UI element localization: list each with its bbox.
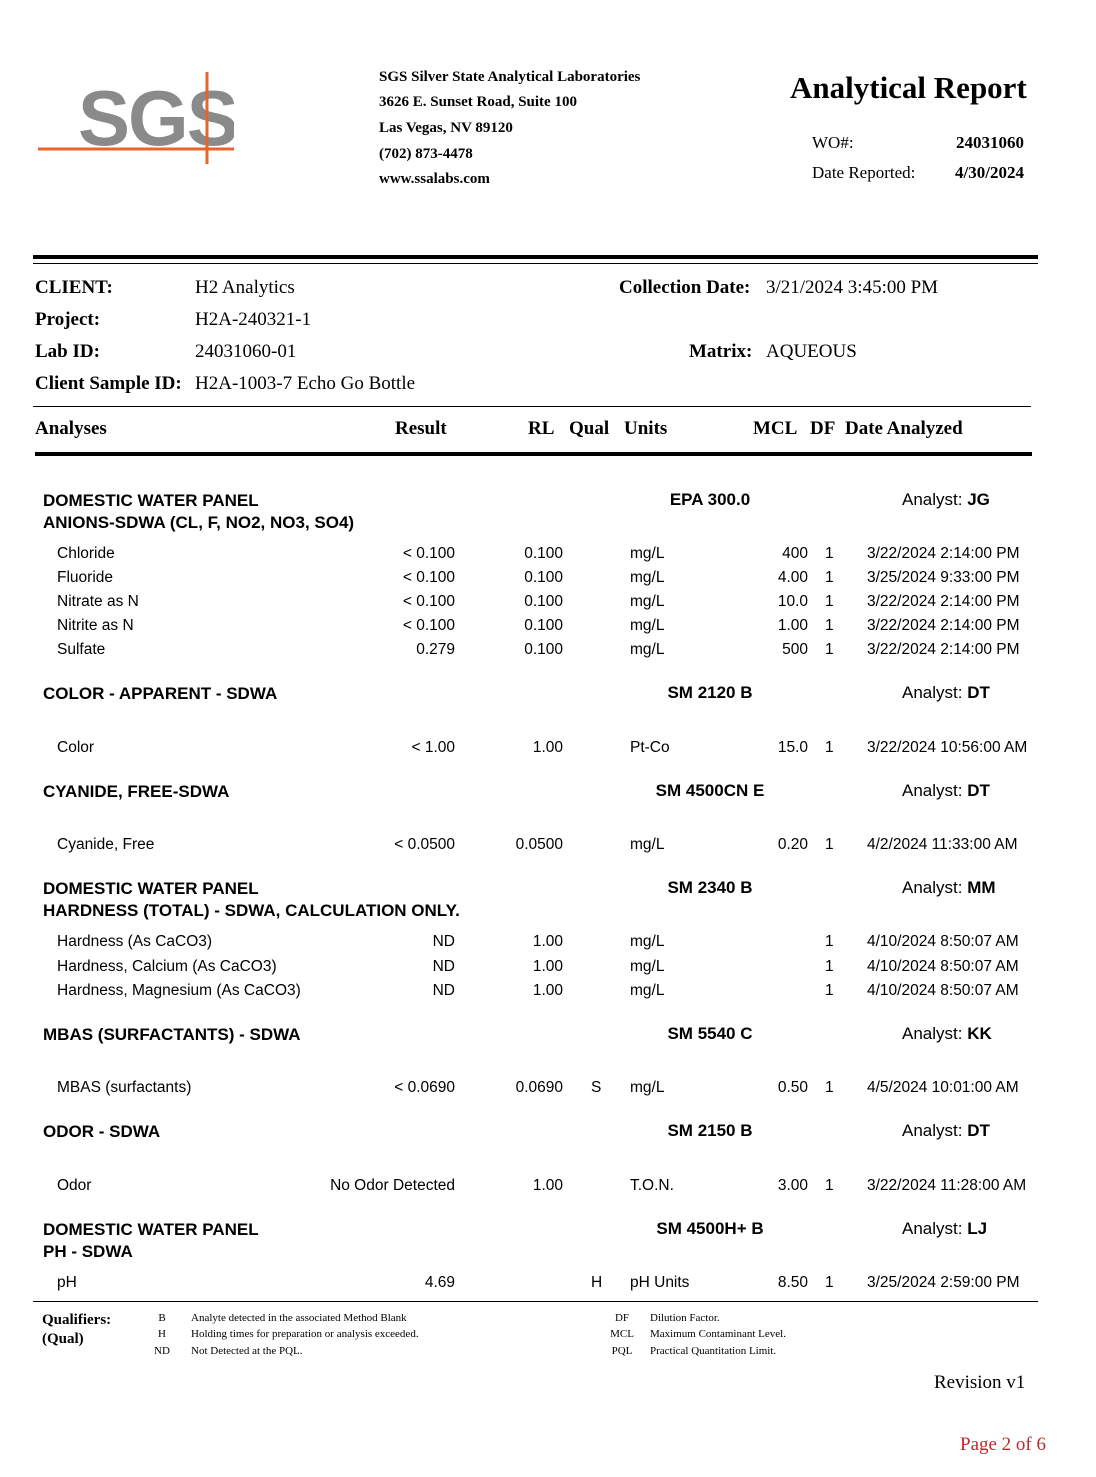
df-value: 1	[825, 739, 834, 756]
qualifier-code: DF	[614, 1312, 630, 1324]
matrix-label: Matrix:	[689, 341, 753, 362]
df-value: 1	[825, 836, 834, 853]
analyst-label: Analyst:	[902, 878, 963, 897]
analyte-name: Odor	[57, 1177, 92, 1194]
df-value: 1	[825, 958, 834, 975]
analyte-name: Fluoride	[57, 569, 113, 586]
qualifier-desc: Practical Quantitation Limit.	[650, 1345, 777, 1357]
qualifier-desc: Analyte detected in the associated Method Blank	[191, 1312, 407, 1324]
report-title: Analytical Report	[790, 70, 1027, 105]
col-header-mcl: MCL	[753, 418, 798, 439]
qualifier-desc: Maximum Contaminant Level.	[650, 1328, 786, 1340]
date-analyzed-value: 3/22/2024 2:14:00 PM	[867, 545, 1020, 562]
rl-value: 0.0690	[515, 1079, 563, 1096]
analyte-name: Nitrate as N	[57, 593, 139, 610]
analyst-initials: MM	[967, 878, 996, 897]
result-value: ND	[432, 958, 455, 975]
header-rule-thick	[33, 255, 1038, 259]
project-label: Project:	[35, 309, 101, 330]
table-row	[0, 569, 1096, 593]
wo-label: WO#:	[812, 133, 854, 152]
rl-value: 0.100	[524, 641, 563, 658]
result-value: No Odor Detected	[330, 1177, 455, 1194]
rl-value: 0.0500	[515, 836, 563, 853]
analyte-name: Hardness, Calcium (As CaCO3)	[57, 958, 277, 975]
project-value: H2A-240321-1	[195, 309, 312, 330]
table-row	[0, 1079, 1096, 1103]
mcl-value: 15.0	[777, 739, 808, 756]
section-title-line1: COLOR - APPARENT - SDWA	[43, 684, 278, 703]
analyst-initials: LJ	[967, 1219, 988, 1238]
section-title-line2: HARDNESS (TOTAL) - SDWA, CALCULATION ONLY.	[43, 901, 460, 920]
section-method: SM 5540 C	[667, 1024, 753, 1043]
mcl-value: 400	[782, 545, 808, 562]
mcl-value: 3.00	[777, 1177, 808, 1194]
result-value: < 0.0690	[394, 1079, 455, 1096]
units-value: mg/L	[630, 617, 665, 634]
section-method: SM 2150 B	[667, 1121, 753, 1140]
rl-value: 1.00	[532, 958, 563, 975]
section-title-line1: MBAS (SURFACTANTS) - SDWA	[43, 1025, 301, 1044]
client-sample-id-value: H2A-1003-7 Echo Go Bottle	[195, 373, 416, 394]
units-value: mg/L	[630, 545, 665, 562]
table-row	[0, 593, 1096, 617]
rl-value: 1.00	[532, 933, 563, 950]
analyte-name: Chloride	[57, 545, 115, 562]
mcl-value: 8.50	[777, 1274, 808, 1291]
df-value: 1	[825, 933, 834, 950]
analyst-label: Analyst:	[902, 781, 963, 800]
units-value: mg/L	[630, 982, 665, 999]
page-number: Page 2 of 6	[960, 1434, 1047, 1455]
date-analyzed-value: 4/2/2024 11:33:00 AM	[867, 836, 1018, 853]
units-value: mg/L	[630, 641, 665, 658]
rl-value: 0.100	[524, 593, 563, 610]
section-analyst	[902, 1121, 990, 1141]
revision-label: Revision v1	[934, 1372, 1026, 1393]
date-analyzed-value: 4/10/2024 8:50:07 AM	[867, 958, 1019, 975]
section-analyst	[902, 878, 996, 898]
logo-text: SGS	[78, 74, 234, 162]
section-title-line2: ANIONS-SDWA (CL, F, NO2, NO3, SO4)	[43, 513, 355, 532]
analyte-name: Cyanide, Free	[57, 836, 155, 853]
qualifier-code: B	[158, 1312, 166, 1324]
table-row	[0, 617, 1096, 641]
result-value: < 0.100	[402, 545, 455, 562]
date-reported-value: 4/30/2024	[955, 163, 1024, 182]
analyst-label: Analyst:	[902, 1219, 963, 1238]
result-value: ND	[432, 982, 455, 999]
rl-value: 1.00	[532, 1177, 563, 1194]
analyst-initials: KK	[967, 1024, 992, 1043]
units-value: mg/L	[630, 836, 665, 853]
col-header-date-analyzed: Date Analyzed	[845, 418, 963, 439]
table-row	[0, 933, 1096, 957]
qual-value: H	[591, 1274, 603, 1291]
col-header-df: DF	[810, 418, 836, 439]
df-value: 1	[825, 1177, 834, 1194]
analyst-initials: JG	[967, 490, 990, 509]
mcl-value: 500	[782, 641, 808, 658]
section-method: SM 4500CN E	[655, 781, 765, 800]
units-value: mg/L	[630, 593, 665, 610]
lab-phone: (702) 873-4478	[379, 146, 473, 162]
analyte-name: pH	[57, 1274, 77, 1291]
result-value: < 0.100	[402, 593, 455, 610]
section-analyst	[902, 490, 990, 510]
analyte-name: Sulfate	[57, 641, 106, 658]
table-row	[0, 982, 1096, 1006]
analyte-name: Nitrite as N	[57, 617, 134, 634]
analyte-name: Hardness, Magnesium (As CaCO3)	[57, 982, 301, 999]
section-title-line1: CYANIDE, FREE-SDWA	[43, 782, 230, 801]
lab-address2: Las Vegas, NV 89120	[379, 120, 513, 136]
analyst-initials: DT	[967, 1121, 990, 1140]
table-row	[0, 641, 1096, 665]
section-analyst	[902, 1024, 992, 1044]
mcl-value: 0.20	[777, 836, 808, 853]
col-header-analyses: Analyses	[35, 418, 107, 439]
rl-value: 1.00	[532, 739, 563, 756]
analyte-name: Color	[57, 739, 95, 756]
df-value: 1	[825, 617, 834, 634]
labid-value: 24031060-01	[195, 341, 297, 362]
qual-value: S	[591, 1079, 602, 1096]
section-title	[43, 1121, 160, 1143]
result-value: < 0.0500	[394, 836, 455, 853]
analyst-label: Analyst:	[902, 490, 963, 509]
df-value: 1	[825, 641, 834, 658]
qualifier-desc: Holding times for preparation or analysis exceeded.	[191, 1328, 419, 1340]
client-value: H2 Analytics	[195, 277, 295, 298]
section-method: EPA 300.0	[669, 490, 751, 509]
qualifier-code: H	[158, 1328, 166, 1340]
client-sample-id-label: Client Sample ID:	[35, 373, 182, 394]
rl-value: 0.100	[524, 617, 563, 634]
qualifier-code: ND	[154, 1345, 170, 1357]
footer-rule	[33, 1301, 1038, 1302]
analyte-name: MBAS (surfactants)	[57, 1079, 192, 1096]
analyst-initials: DT	[967, 683, 990, 702]
units-value: mg/L	[630, 1079, 665, 1096]
result-value: < 0.100	[402, 617, 455, 634]
analyst-label: Analyst:	[902, 1121, 963, 1140]
column-header-rule	[35, 452, 1032, 456]
col-header-rl: RL	[528, 418, 555, 439]
section-title-line1: DOMESTIC WATER PANEL	[43, 1220, 259, 1239]
section-title	[43, 1219, 259, 1263]
qualifier-code: PQL	[611, 1345, 633, 1357]
units-value: pH Units	[630, 1274, 690, 1291]
header-rule-thin	[33, 263, 1038, 264]
section-title	[43, 781, 229, 803]
mcl-value: 10.0	[777, 593, 808, 610]
section-method: SM 4500H+ B	[656, 1219, 764, 1238]
result-value: ND	[432, 933, 455, 950]
date-analyzed-value: 3/22/2024 2:14:00 PM	[867, 593, 1020, 610]
section-analyst	[902, 683, 990, 703]
qualifier-desc: Dilution Factor.	[650, 1312, 720, 1324]
date-analyzed-value: 3/22/2024 11:28:00 AM	[867, 1177, 1027, 1194]
df-value: 1	[825, 569, 834, 586]
col-header-result: Result	[395, 418, 447, 439]
section-title-line2: PH - SDWA	[43, 1242, 133, 1261]
mcl-value: 0.50	[777, 1079, 808, 1096]
lab-name: SGS Silver State Analytical Laboratories	[379, 69, 641, 85]
section-title	[43, 683, 277, 705]
section-analyst	[902, 781, 990, 801]
section-method: SM 2120 B	[667, 683, 753, 702]
lab-address1: 3626 E. Sunset Road, Suite 100	[379, 94, 577, 110]
date-reported-label: Date Reported:	[812, 163, 916, 182]
labid-label: Lab ID:	[35, 341, 100, 362]
units-value: mg/L	[630, 933, 665, 950]
collection-date-label: Collection Date:	[619, 277, 751, 298]
section-title	[43, 878, 460, 922]
client-block-rule	[33, 406, 1031, 407]
result-value: < 0.100	[402, 569, 455, 586]
result-value: < 1.00	[411, 739, 455, 756]
date-analyzed-value: 3/22/2024 2:14:00 PM	[867, 641, 1020, 658]
section-title-line1: ODOR - SDWA	[43, 1122, 161, 1141]
section-title-line1: DOMESTIC WATER PANEL	[43, 879, 259, 898]
table-row	[0, 1177, 1096, 1201]
qualifier-code: MCL	[610, 1328, 634, 1340]
units-value: mg/L	[630, 569, 665, 586]
table-row	[0, 739, 1096, 763]
table-row	[0, 958, 1096, 982]
section-title	[43, 490, 354, 534]
collection-date-value: 3/21/2024 3:45:00 PM	[766, 277, 939, 298]
df-value: 1	[825, 545, 834, 562]
date-analyzed-value: 3/22/2024 2:14:00 PM	[867, 617, 1020, 634]
col-header-qual: Qual	[569, 418, 610, 439]
units-value: mg/L	[630, 958, 665, 975]
wo-value: 24031060	[956, 133, 1024, 152]
matrix-value: AQUEOUS	[766, 341, 857, 362]
analyst-label: Analyst:	[902, 683, 963, 702]
client-label: CLIENT:	[35, 277, 113, 298]
mcl-value: 1.00	[777, 617, 808, 634]
df-value: 1	[825, 1274, 834, 1291]
df-value: 1	[825, 982, 834, 999]
analyst-label: Analyst:	[902, 1024, 963, 1043]
date-analyzed-value: 3/22/2024 10:56:00 AM	[867, 739, 1028, 756]
qualifiers-label: Qualifiers:	[42, 1312, 112, 1328]
date-analyzed-value: 3/25/2024 2:59:00 PM	[867, 1274, 1020, 1291]
section-title-line1: DOMESTIC WATER PANEL	[43, 491, 259, 510]
section-analyst	[902, 1219, 987, 1239]
section-method: SM 2340 B	[667, 878, 753, 897]
analyte-name: Hardness (As CaCO3)	[57, 933, 213, 950]
table-row	[0, 1274, 1096, 1298]
col-header-units: Units	[624, 418, 668, 439]
units-value: Pt-Co	[630, 739, 670, 756]
date-analyzed-value: 4/10/2024 8:50:07 AM	[867, 933, 1019, 950]
table-row	[0, 545, 1096, 569]
df-value: 1	[825, 1079, 834, 1096]
mcl-value: 4.00	[777, 569, 808, 586]
result-value: 4.69	[424, 1274, 455, 1291]
rl-value: 0.100	[524, 569, 563, 586]
table-row	[0, 836, 1096, 860]
units-value: T.O.N.	[630, 1177, 674, 1194]
date-analyzed-value: 4/10/2024 8:50:07 AM	[867, 982, 1019, 999]
section-title	[43, 1024, 301, 1046]
rl-value: 1.00	[532, 982, 563, 999]
date-analyzed-value: 3/25/2024 9:33:00 PM	[867, 569, 1020, 586]
rl-value: 0.100	[524, 545, 563, 562]
qualifier-desc: Not Detected at the PQL.	[191, 1345, 303, 1357]
analyst-initials: DT	[967, 781, 990, 800]
lab-website: www.ssalabs.com	[379, 171, 490, 187]
date-analyzed-value: 4/5/2024 10:01:00 AM	[867, 1079, 1019, 1096]
result-value: 0.279	[416, 641, 455, 658]
df-value: 1	[825, 593, 834, 610]
qual-label: (Qual)	[42, 1331, 84, 1347]
sgs-logo	[38, 72, 234, 164]
